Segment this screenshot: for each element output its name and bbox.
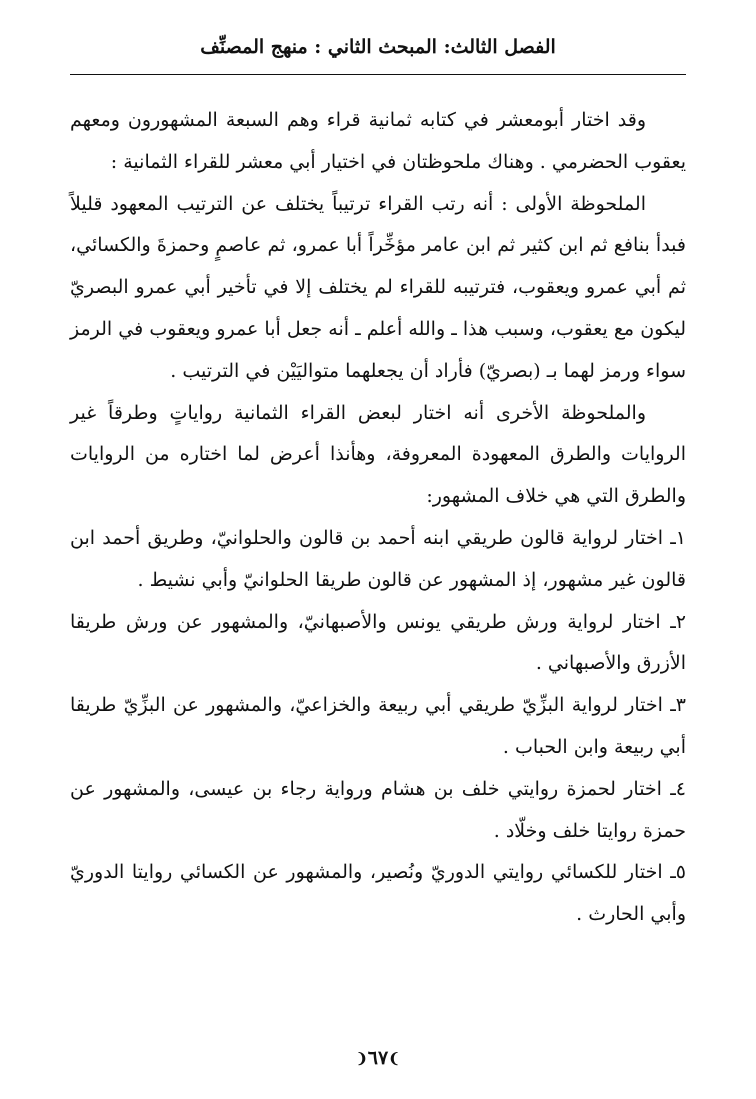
paragraph-first-observation: الملحوظة الأولى : أنه رتب القراء ترتيباً يختلف عن الترتيب المعهود قليلاً فبدأ بنافع ثم ابن كثير ثم ابن عامر مؤخِّراً أبا عمرو، ثم عاصمٍ وحمزةَ والكسائي، ثم أبي عمرو ويعقوب، فترتيبه للقراء لم يختلف إلا في تأخير أبي عمرو البصريّ ليكون مع يعقوب، وسبب هذا ـ والله أعلم ـ أنه جعل أبا عمرو ويعقوب في الرمز سواء ورمز لهما بـ (بصريّ) فأراد أن يجعلهما متواليَيْن في الترتيب . bbox=[70, 192, 686, 382]
page-number-value: ٦٧ bbox=[367, 1047, 389, 1069]
paragraph-intro: وقد اختار أبومعشر في كتابه ثمانية قراء وهم السبعة المشهورون ومعهم يعقوب الحضرمي . وهناك ملحوظتان في اختيار أبي معشر للقراء الثمانية : bbox=[70, 109, 686, 173]
page-number bbox=[0, 1043, 756, 1074]
paragraph-second-observation: والملحوظة الأخرى أنه اختار لبعض القراء الثمانية رواياتٍ وطرقاً غير الروايات والطرق المعهودة المعروفة، وهأنذا أعرض لما اختاره من الروايات والطرق التي هي خلاف المشهور: bbox=[70, 401, 686, 508]
ornament-bracket-icon: ❨ bbox=[356, 1051, 368, 1067]
header-divider bbox=[70, 74, 686, 75]
list-item: ٥ـ اختار للكسائي روايتي الدوريّ ونُصير، والمشهور عن الكسائي روايتا الدوريّ وأبي الحارث . bbox=[70, 861, 686, 926]
list-item: ٣ـ اختار لرواية البزِّيّ طريقي أبي ربيعة والخزاعيّ، والمشهور عن البزِّيّ طريقا أبي ربيعة وابن الحباب . bbox=[70, 694, 686, 758]
list-item: ١ـ اختار لرواية قالون طريقي ابنه أحمد بن قالون والحلوانيّ، وطريق أحمد ابن قالون غير مشهور، إذ المشهور عن قالون طريقا الحلوانيّ وأبي نشيط . bbox=[70, 526, 686, 591]
list-item: ٢ـ اختار لرواية ورش طريقي يونس والأصبهانيّ، والمشهور عن ورش طريقا الأزرق والأصبهاني . bbox=[70, 610, 686, 675]
ornament-bracket-icon: ❩ bbox=[388, 1051, 400, 1067]
body-text bbox=[70, 100, 686, 936]
list-item: ٤ـ اختار لحمزة روايتي خلف بن هشام ورواية رجاء بن عيسى، والمشهور عن حمزة روايتا خلف وخلّاد . bbox=[70, 777, 686, 842]
running-header: الفصل الثالث: المبحث الثاني : منهج المصنِّف bbox=[200, 36, 556, 58]
